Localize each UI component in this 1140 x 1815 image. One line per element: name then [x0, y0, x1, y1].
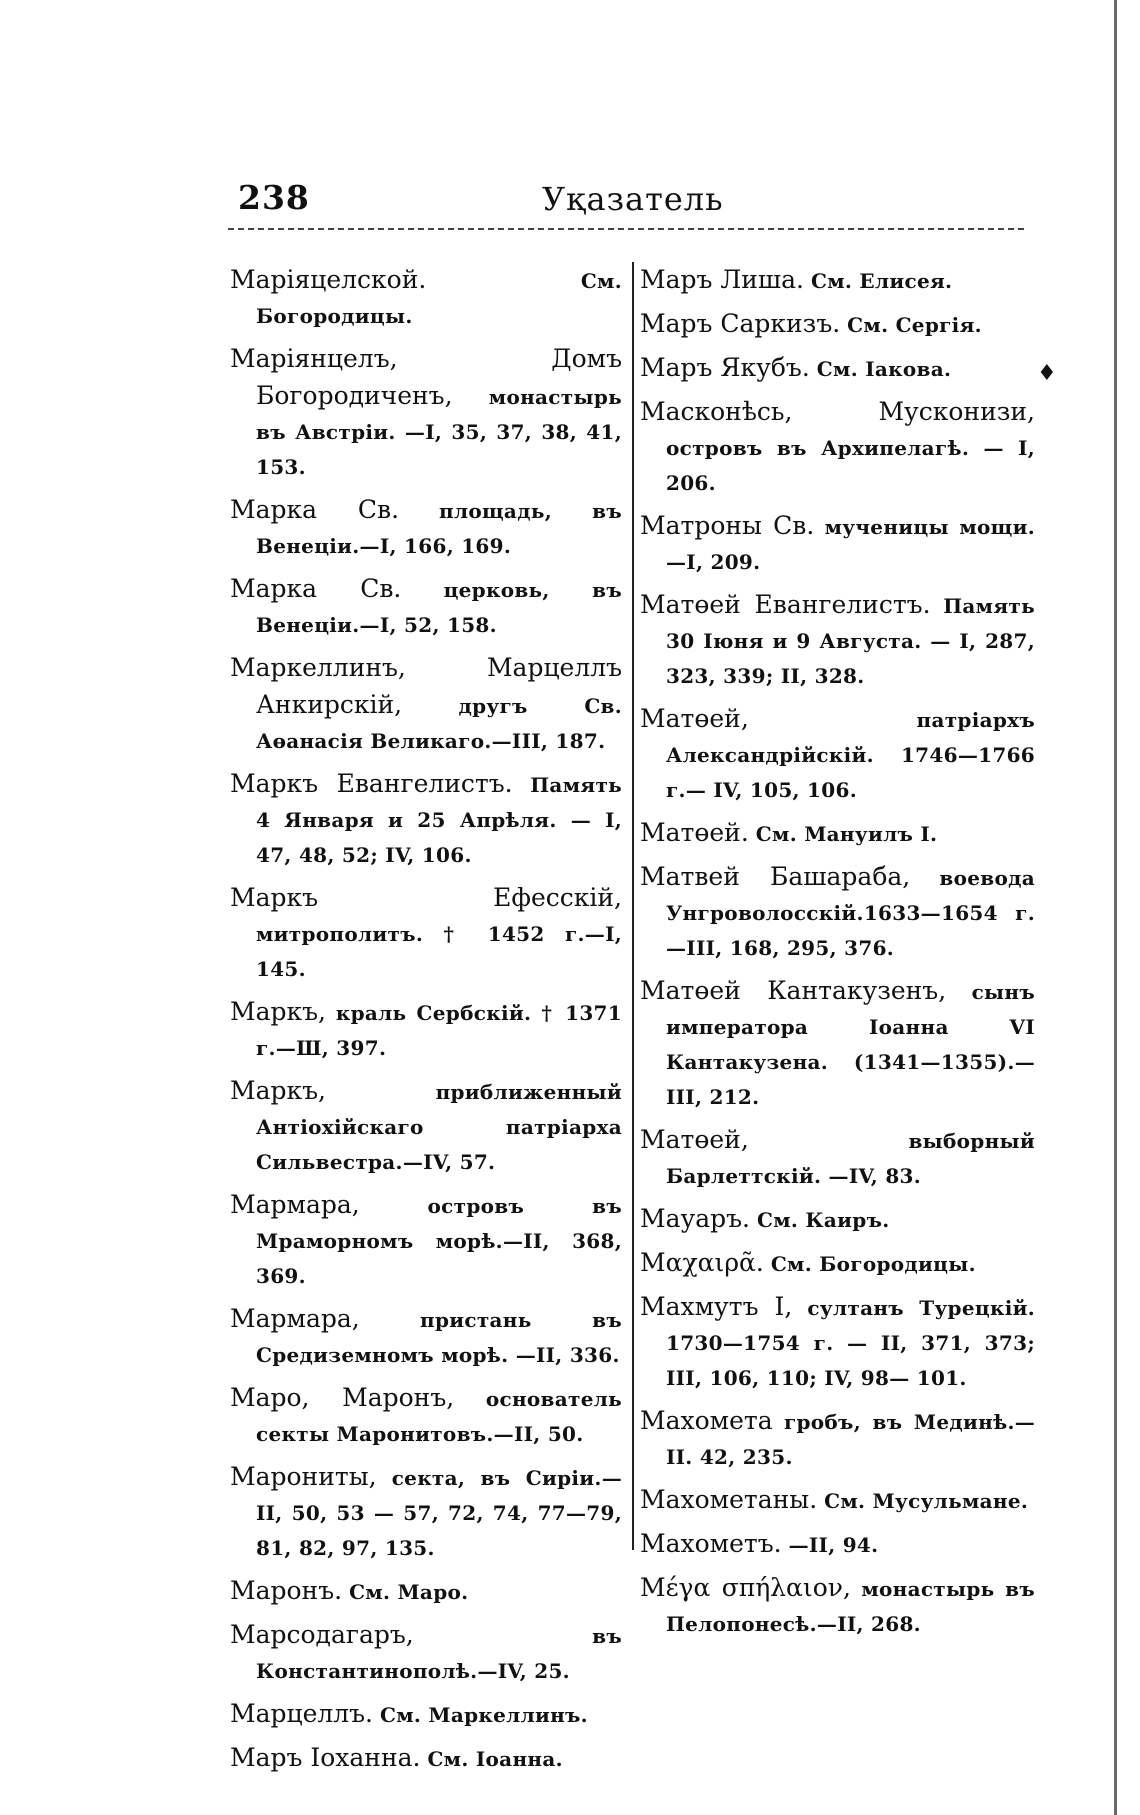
index-entry: Матөей, выборный Барлеттскій. —IV, 83.	[640, 1125, 1035, 1188]
index-entry: Маркъ, приближенный Антіохійскаго патріарха Сильвестра.—IV, 57.	[230, 1076, 622, 1174]
running-title: Уқазатель	[542, 180, 724, 218]
index-entry: Махометъ. —II, 94.	[640, 1529, 879, 1558]
index-entry: Матөей Евангелистъ. Память 30 Іюня и 9 Августа. — I, 287, 323, 339; II, 328.	[640, 590, 1035, 688]
index-entry: Маро, Маронъ, основатель секты Маронитовъ.—II, 50.	[230, 1383, 622, 1446]
index-entry: Матроны Св. мученицы мощи.—I, 209.	[640, 511, 1035, 574]
page-edge-line	[1114, 0, 1117, 1815]
page-number: 238	[238, 178, 310, 217]
index-entry: Маръ Іоханна. См. Іоанна.	[230, 1743, 563, 1772]
index-entry: Махометаны. См. Мусульмане.	[640, 1485, 1029, 1514]
index-entry: Маріянцелъ, Домъ Богородиченъ, монастырь въ Австріи. —I, 35, 37, 38, 41, 153.	[230, 344, 622, 479]
index-entry: Μέγα σπήλαιον, монастырь въ Пелопонесѣ.—II, 268.	[640, 1573, 1035, 1636]
index-entry: Марцеллъ. См. Маркеллинъ.	[230, 1699, 588, 1728]
index-entry: Мармара, островъ въ Мраморномъ морѣ.—II, 368, 369.	[230, 1190, 622, 1288]
index-entry: Марсодагаръ, въ Константинополѣ.—IV, 25.	[230, 1620, 622, 1683]
column-divider	[632, 262, 634, 1550]
index-entry: Масконѣсь, Мусконизи, островъ въ Архипелагѣ. — I, 206.	[640, 397, 1035, 495]
index-entry: Махмутъ I, султанъ Турецкій. 1730—1754 г. — II, 371, 373; III, 106, 110; IV, 98— 101.	[640, 1292, 1035, 1390]
index-entry: Маркъ Евангелистъ. Память 4 Января и 25 Апрѣля. — I, 47, 48, 52; IV, 106.	[230, 769, 623, 867]
margin-mark: ♦	[1037, 360, 1057, 386]
index-entry: Μαχαιρᾶ. См. Богородицы.	[640, 1248, 976, 1277]
index-entry: Маръ Саркизъ. См. Сергія.	[640, 309, 982, 338]
index-entry: Матвей Башараба, воевода Унгроволосскій.1633—1654 г.—III, 168, 295, 376.	[640, 862, 1036, 960]
page-header	[232, 178, 1022, 228]
index-entry: Мармара, пристань въ Средиземномъ морѣ. —II, 336.	[230, 1304, 623, 1367]
index-entry: Марониты, секта, въ Сиріи.— II, 50, 53 — 57, 72, 74, 77—79, 81, 82, 97, 135.	[230, 1462, 622, 1560]
index-entry: Маръ Лиша. См. Елисея.	[640, 265, 953, 294]
index-entry: Матөей Кантакузенъ, сынъ императора Іоанна VI Кантакузена. (1341—1355).— III, 212.	[640, 976, 1035, 1109]
index-entry: Матөей, патріархъ Александрійскій. 1746—1766 г.— IV, 105, 106.	[640, 704, 1035, 802]
index-entry: Маріяцелской. См. Богородицы.	[230, 265, 622, 328]
index-entry: Маръ Якубъ. См. Іакова.	[640, 353, 952, 382]
index-entry: Марка Св. площадь, въ Венеціи.—I, 166, 169.	[230, 495, 622, 558]
index-entry: Матөей. См. Мануилъ I.	[640, 818, 938, 847]
index-entry: Марка Св. церковь, въ Венеціи.—I, 52, 158.	[230, 574, 622, 637]
index-column-right	[640, 262, 1035, 1649]
index-entry: Мауаръ. См. Каиръ.	[640, 1204, 890, 1233]
header-rule	[228, 228, 1024, 230]
index-entry: Маронъ. См. Маро.	[230, 1576, 469, 1605]
index-entry: Маркъ, краль Сербскій. † 1371 г.—Ш, 397.	[230, 997, 622, 1060]
index-entry: Махомета гробъ, въ Мединѣ.— II. 42, 235.	[640, 1406, 1036, 1469]
index-entry: Маркеллинъ, Марцеллъ Анкирскій, другъ Св. Аөанасія Великаго.—III, 187.	[230, 653, 622, 753]
index-entry: Маркъ Ефесскій, митрополитъ. † 1452 г.—I, 145.	[230, 883, 622, 981]
index-column-left	[230, 262, 622, 1784]
